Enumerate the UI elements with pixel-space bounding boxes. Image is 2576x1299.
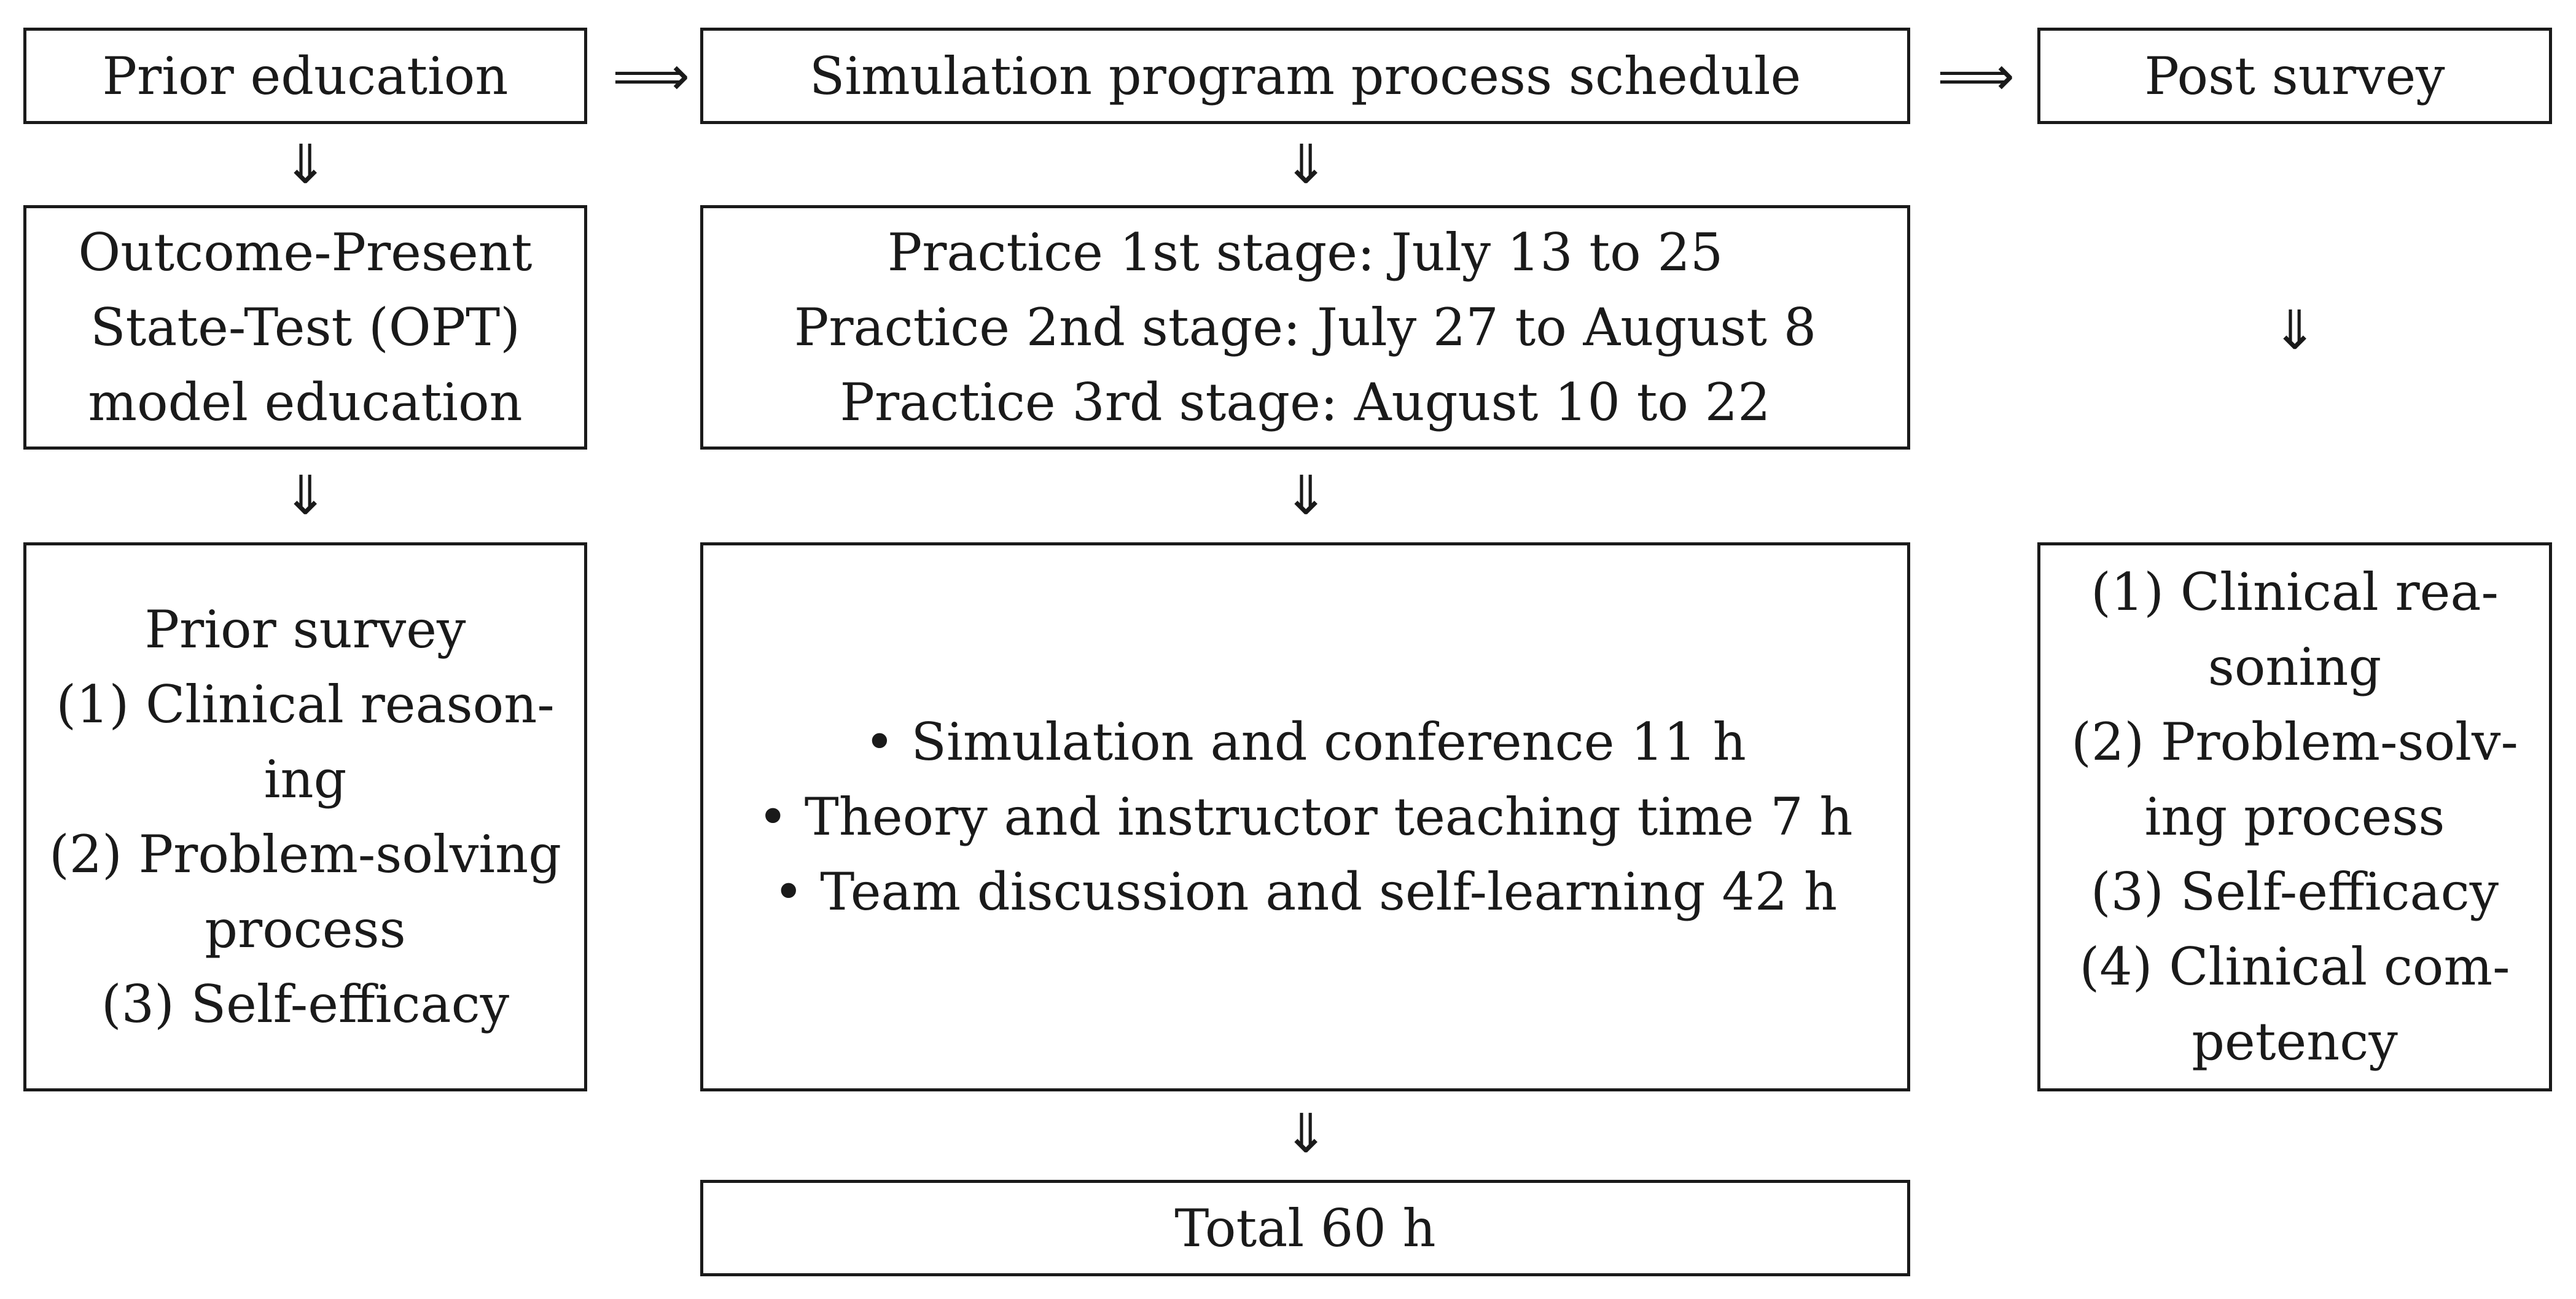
opt-model-line-2: State-Test (OPT) [90,297,520,357]
post-survey-line-5: (3) Self-efficacy [2090,862,2499,922]
post-survey-box [2037,28,2552,124]
opt-model-education-box [23,205,587,450]
prior-survey-line-5: process [205,899,406,959]
prior-education-label: Prior education [102,45,509,106]
simulation-schedule-box [700,28,1910,124]
activities-box [700,542,1910,1091]
practice-stage-2: Practice 2nd stage: July 27 to August 8 [794,297,1817,357]
total-hours-box [700,1180,1910,1276]
down-arrow-icon: ⇓ [2272,298,2317,362]
opt-model-line-1: Outcome-Present [78,222,533,283]
opt-model-line-3: model education [88,372,523,432]
down-arrow-icon: ⇓ [283,464,328,527]
activity-team-discussion: • Team discussion and self-learning 42 h [773,862,1838,922]
practice-stage-3: Practice 3rd stage: August 10 to 22 [840,372,1771,432]
prior-survey-line-6: (3) Self-efficacy [101,974,510,1034]
prior-education-box [23,28,587,124]
post-survey-label: Post survey [2144,45,2445,106]
post-survey-line-6: (4) Clinical com- [2079,937,2510,997]
right-arrow-icon: ⟹ [1937,44,2015,107]
post-survey-line-2: soning [2207,637,2382,697]
post-survey-line-4: ing process [2144,787,2445,847]
practice-stages-box [700,205,1910,450]
activity-theory-teaching: • Theory and instructor teaching time 7 h [757,787,1853,847]
prior-survey-line-3: ing [263,749,347,809]
prior-survey-line-2: (1) Clinical reason- [56,674,555,735]
down-arrow-icon: ⇓ [283,133,328,196]
down-arrow-icon: ⇓ [1283,133,1329,196]
post-survey-line-7: petency [2192,1012,2398,1072]
practice-stage-1: Practice 1st stage: July 13 to 25 [887,222,1723,283]
right-arrow-icon: ⟹ [612,44,690,107]
simulation-schedule-label: Simulation program process schedule [809,45,1801,106]
post-survey-measures-box [2037,542,2552,1091]
post-survey-line-1: (1) Clinical rea- [2091,562,2499,622]
prior-survey-box [23,542,587,1091]
post-survey-line-3: (2) Problem-solv- [2071,712,2518,772]
activity-simulation-conference: • Simulation and conference 11 h [864,712,1746,772]
total-hours-label: Total 60 h [1174,1198,1436,1258]
prior-survey-line-1: Prior survey [144,599,466,660]
prior-survey-line-4: (2) Problem-solving [49,824,562,884]
down-arrow-icon: ⇓ [1283,1102,1329,1165]
down-arrow-icon: ⇓ [1283,464,1329,527]
